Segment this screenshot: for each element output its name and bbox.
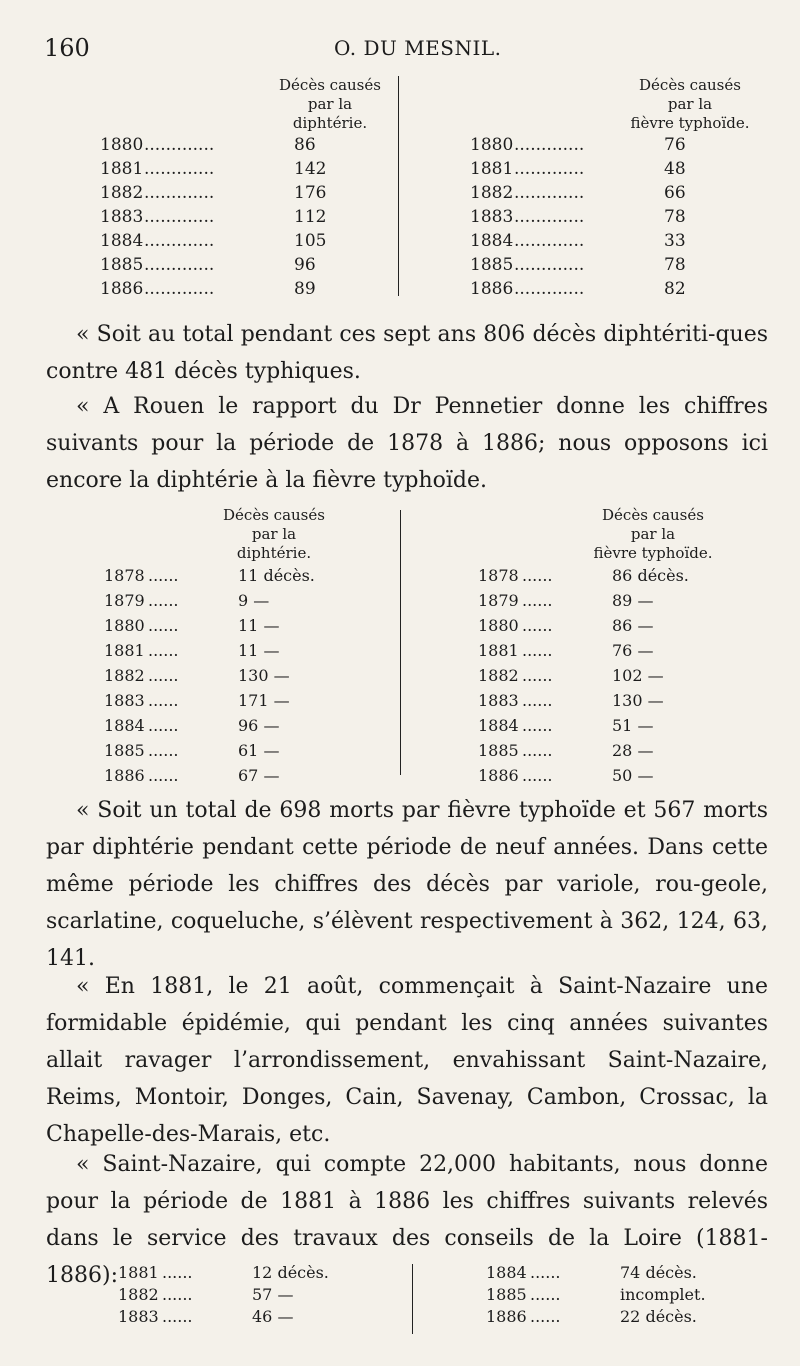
row-leader-dots: ...... — [148, 591, 179, 610]
row-year: 1884 — [100, 231, 144, 251]
table-row — [478, 663, 768, 688]
row-value: 74 décès. — [620, 1263, 697, 1282]
row-value: 112 — [294, 207, 327, 227]
row-year: 1878 — [104, 566, 145, 585]
caption-line: Décès causés — [223, 506, 325, 524]
row-value: 78 — [664, 207, 686, 227]
row-value: 105 — [294, 231, 327, 251]
row-leader-dots: ............. — [514, 207, 585, 227]
row-value: 176 — [294, 183, 327, 203]
row-value: 89 — [294, 279, 316, 299]
row-year: 1886 — [100, 279, 144, 299]
row-leader-dots: ...... — [522, 591, 553, 610]
row-value: 96 — — [238, 716, 280, 735]
row-leader-dots: ............. — [144, 207, 215, 227]
table-row — [100, 181, 390, 205]
row-leader-dots: ...... — [522, 566, 553, 585]
table2-right — [478, 506, 768, 788]
row-year: 1878 — [478, 566, 519, 585]
row-value: 102 — — [612, 666, 664, 685]
row-year: 1884 — [478, 716, 519, 735]
table-row — [100, 205, 390, 229]
table-row — [104, 588, 394, 613]
table-row — [118, 1284, 398, 1306]
table1-divider — [398, 76, 399, 296]
row-value: 96 — [294, 255, 316, 275]
row-value: 11 décès. — [238, 566, 315, 585]
table-row — [104, 663, 394, 688]
row-leader-dots: ............. — [144, 231, 215, 251]
row-year: 1882 — [478, 666, 519, 685]
caption-line: par la — [251, 525, 297, 543]
row-year: 1886 — [486, 1307, 527, 1326]
row-leader-dots: ............. — [144, 255, 215, 275]
table-row — [470, 277, 760, 301]
row-year: 1880 — [478, 616, 519, 635]
caption-line: fièvre typhoïde. — [593, 544, 713, 562]
paragraph-1: « Soit au total pendant ces sept ans 806 décès diphtériti-ques contre 481 décès typhiques. — [46, 322, 768, 384]
row-value: 66 — [664, 183, 686, 203]
row-year: 1883 — [470, 207, 514, 227]
table-row — [470, 229, 760, 253]
table-row — [470, 253, 760, 277]
row-year: 1883 — [118, 1307, 159, 1326]
row-leader-dots: ...... — [162, 1307, 193, 1326]
row-year: 1886 — [478, 766, 519, 785]
row-value: 11 — — [238, 616, 280, 635]
row-leader-dots: ............. — [144, 159, 215, 179]
table-row — [104, 763, 394, 788]
row-value: 12 décès. — [252, 1263, 329, 1282]
row-leader-dots: ............. — [514, 231, 585, 251]
caption-line: diphtérie. — [292, 114, 368, 132]
page-number: 160 — [44, 34, 90, 62]
row-value: 33 — [664, 231, 686, 251]
row-leader-dots: ...... — [530, 1263, 561, 1282]
table-row — [478, 588, 768, 613]
row-year: 1881 — [118, 1263, 159, 1282]
row-year: 1881 — [478, 641, 519, 660]
table-row — [100, 229, 390, 253]
table-caption — [204, 506, 344, 563]
row-year: 1885 — [470, 255, 514, 275]
row-year: 1884 — [104, 716, 145, 735]
row-leader-dots: ............. — [144, 279, 215, 299]
row-leader-dots: ...... — [530, 1285, 561, 1304]
row-value: 28 — — [612, 741, 654, 760]
table-row — [470, 205, 760, 229]
table-row — [470, 133, 760, 157]
caption-line: par la — [307, 95, 353, 113]
row-year: 1879 — [478, 591, 519, 610]
table1-left — [100, 76, 390, 301]
row-value: 130 — — [612, 691, 664, 710]
row-leader-dots: ...... — [530, 1307, 561, 1326]
table-row — [470, 157, 760, 181]
row-value: 78 — [664, 255, 686, 275]
row-leader-dots: ............. — [514, 183, 585, 203]
row-value: incomplet. — [620, 1285, 706, 1304]
table-row — [478, 638, 768, 663]
table-row — [118, 1262, 398, 1284]
row-value: 67 — — [238, 766, 280, 785]
table-row — [100, 157, 390, 181]
row-leader-dots: ...... — [148, 641, 179, 660]
table-row — [104, 563, 394, 588]
row-year: 1881 — [100, 159, 144, 179]
table-row — [478, 713, 768, 738]
row-value: 22 décès. — [620, 1307, 697, 1326]
row-value: 46 — — [252, 1307, 294, 1326]
table-row — [478, 763, 768, 788]
row-value: 9 — — [238, 591, 270, 610]
caption-line: par la — [630, 525, 676, 543]
row-year: 1879 — [104, 591, 145, 610]
row-leader-dots: ...... — [148, 741, 179, 760]
row-leader-dots: ...... — [522, 616, 553, 635]
row-leader-dots: ...... — [148, 566, 179, 585]
row-year: 1882 — [100, 183, 144, 203]
running-title: O. DU MESNIL. — [334, 36, 502, 60]
caption-line: Décès causés — [639, 76, 741, 94]
row-value: 76 — — [612, 641, 654, 660]
row-year: 1884 — [486, 1263, 527, 1282]
table-row — [478, 688, 768, 713]
table-row — [470, 181, 760, 205]
caption-line: diphtérie. — [236, 544, 312, 562]
caption-line: par la — [667, 95, 713, 113]
table-caption — [578, 506, 728, 563]
table-row — [100, 277, 390, 301]
row-year: 1886 — [104, 766, 145, 785]
table-row — [104, 713, 394, 738]
table-row — [486, 1284, 766, 1306]
row-leader-dots: ...... — [148, 666, 179, 685]
caption-line: Décès causés — [602, 506, 704, 524]
row-leader-dots: ...... — [148, 616, 179, 635]
row-leader-dots: ...... — [522, 691, 553, 710]
row-value: 50 — — [612, 766, 654, 785]
row-year: 1880 — [470, 135, 514, 155]
row-leader-dots: ...... — [522, 641, 553, 660]
row-year: 1883 — [100, 207, 144, 227]
table2-left — [104, 506, 394, 788]
table-caption — [260, 76, 400, 133]
paragraph-2: « A Rouen le rapport du Dr Pennetier donne les chiffres suivants pour la période de 1878 à 1886; nous opposons ici encore la diphtérie à la fièvre typhoïde. — [46, 394, 768, 493]
row-value: 61 — — [238, 741, 280, 760]
row-value: 57 — — [252, 1285, 294, 1304]
paragraph-3: « Soit un total de 698 morts par fièvre typhoïde et 567 morts par diphtérie pendant cette période de neuf années. Dans cette même période les chiffres des décès par variole, rou-geole, scarlatine, coqueluche, s’élèvent respectivement à 362, 124, 63, 141. — [46, 798, 768, 971]
row-value: 89 — — [612, 591, 654, 610]
row-value: 76 — [664, 135, 686, 155]
row-leader-dots: ...... — [522, 766, 553, 785]
row-year: 1885 — [486, 1285, 527, 1304]
table-row — [486, 1262, 766, 1284]
row-year: 1882 — [118, 1285, 159, 1304]
row-leader-dots: ...... — [522, 666, 553, 685]
row-year: 1880 — [104, 616, 145, 635]
table3-left — [118, 1262, 398, 1328]
table-row — [478, 563, 768, 588]
row-value: 11 — — [238, 641, 280, 660]
row-leader-dots: ............. — [514, 279, 585, 299]
row-year: 1880 — [100, 135, 144, 155]
row-year: 1886 — [470, 279, 514, 299]
table-row — [478, 738, 768, 763]
table-row — [104, 613, 394, 638]
row-year: 1885 — [100, 255, 144, 275]
paragraph-4: « En 1881, le 21 août, commençait à Saint-Nazaire une formidable épidémie, qui pendant les cinq années suivantes allait ravager l’arrondissement, envahissant Saint-Nazaire, Reims, Montoir, Donges, Cain, Savenay, Cambon, Crossac, la Chapelle-des-Marais, etc. — [46, 974, 768, 1147]
row-leader-dots: ...... — [148, 766, 179, 785]
row-value: 130 — — [238, 666, 290, 685]
row-year: 1881 — [104, 641, 145, 660]
table-row — [104, 738, 394, 763]
row-leader-dots: ...... — [522, 716, 553, 735]
row-leader-dots: ............. — [514, 255, 585, 275]
row-value: 86 — [294, 135, 316, 155]
row-leader-dots: ............. — [144, 135, 215, 155]
row-year: 1885 — [104, 741, 145, 760]
row-value: 82 — [664, 279, 686, 299]
table2-divider — [400, 510, 401, 775]
row-leader-dots: ...... — [522, 741, 553, 760]
table-row — [118, 1306, 398, 1328]
table3-right — [486, 1262, 766, 1328]
row-year: 1883 — [104, 691, 145, 710]
row-year: 1882 — [104, 666, 145, 685]
row-value: 51 — — [612, 716, 654, 735]
paragraph-5: « Saint-Nazaire, qui compte 22,000 habitants, nous donne pour la période de 1881 à 1886 les chiffres suivants relevés dans le service des travaux des conseils de la Loire (1881-1886): — [46, 1152, 768, 1288]
table-row — [100, 133, 390, 157]
page-header — [44, 34, 770, 64]
row-leader-dots: ...... — [162, 1285, 193, 1304]
row-leader-dots: ...... — [162, 1263, 193, 1282]
row-value: 86 décès. — [612, 566, 689, 585]
table-row — [104, 688, 394, 713]
row-value: 86 — — [612, 616, 654, 635]
table3-divider — [412, 1264, 413, 1334]
row-leader-dots: ...... — [148, 691, 179, 710]
caption-line: Décès causés — [279, 76, 381, 94]
row-value: 48 — [664, 159, 686, 179]
table-row — [100, 253, 390, 277]
row-value: 171 — — [238, 691, 290, 710]
table1-right — [470, 76, 760, 301]
row-year: 1885 — [478, 741, 519, 760]
row-year: 1881 — [470, 159, 514, 179]
row-leader-dots: ...... — [148, 716, 179, 735]
table-caption — [620, 76, 760, 133]
row-leader-dots: ............. — [144, 183, 215, 203]
table-row — [104, 638, 394, 663]
row-year: 1883 — [478, 691, 519, 710]
row-year: 1884 — [470, 231, 514, 251]
table-row — [478, 613, 768, 638]
row-value: 142 — [294, 159, 327, 179]
row-leader-dots: ............. — [514, 135, 585, 155]
row-leader-dots: ............. — [514, 159, 585, 179]
table-row — [486, 1306, 766, 1328]
row-year: 1882 — [470, 183, 514, 203]
caption-line: fièvre typhoïde. — [630, 114, 750, 132]
